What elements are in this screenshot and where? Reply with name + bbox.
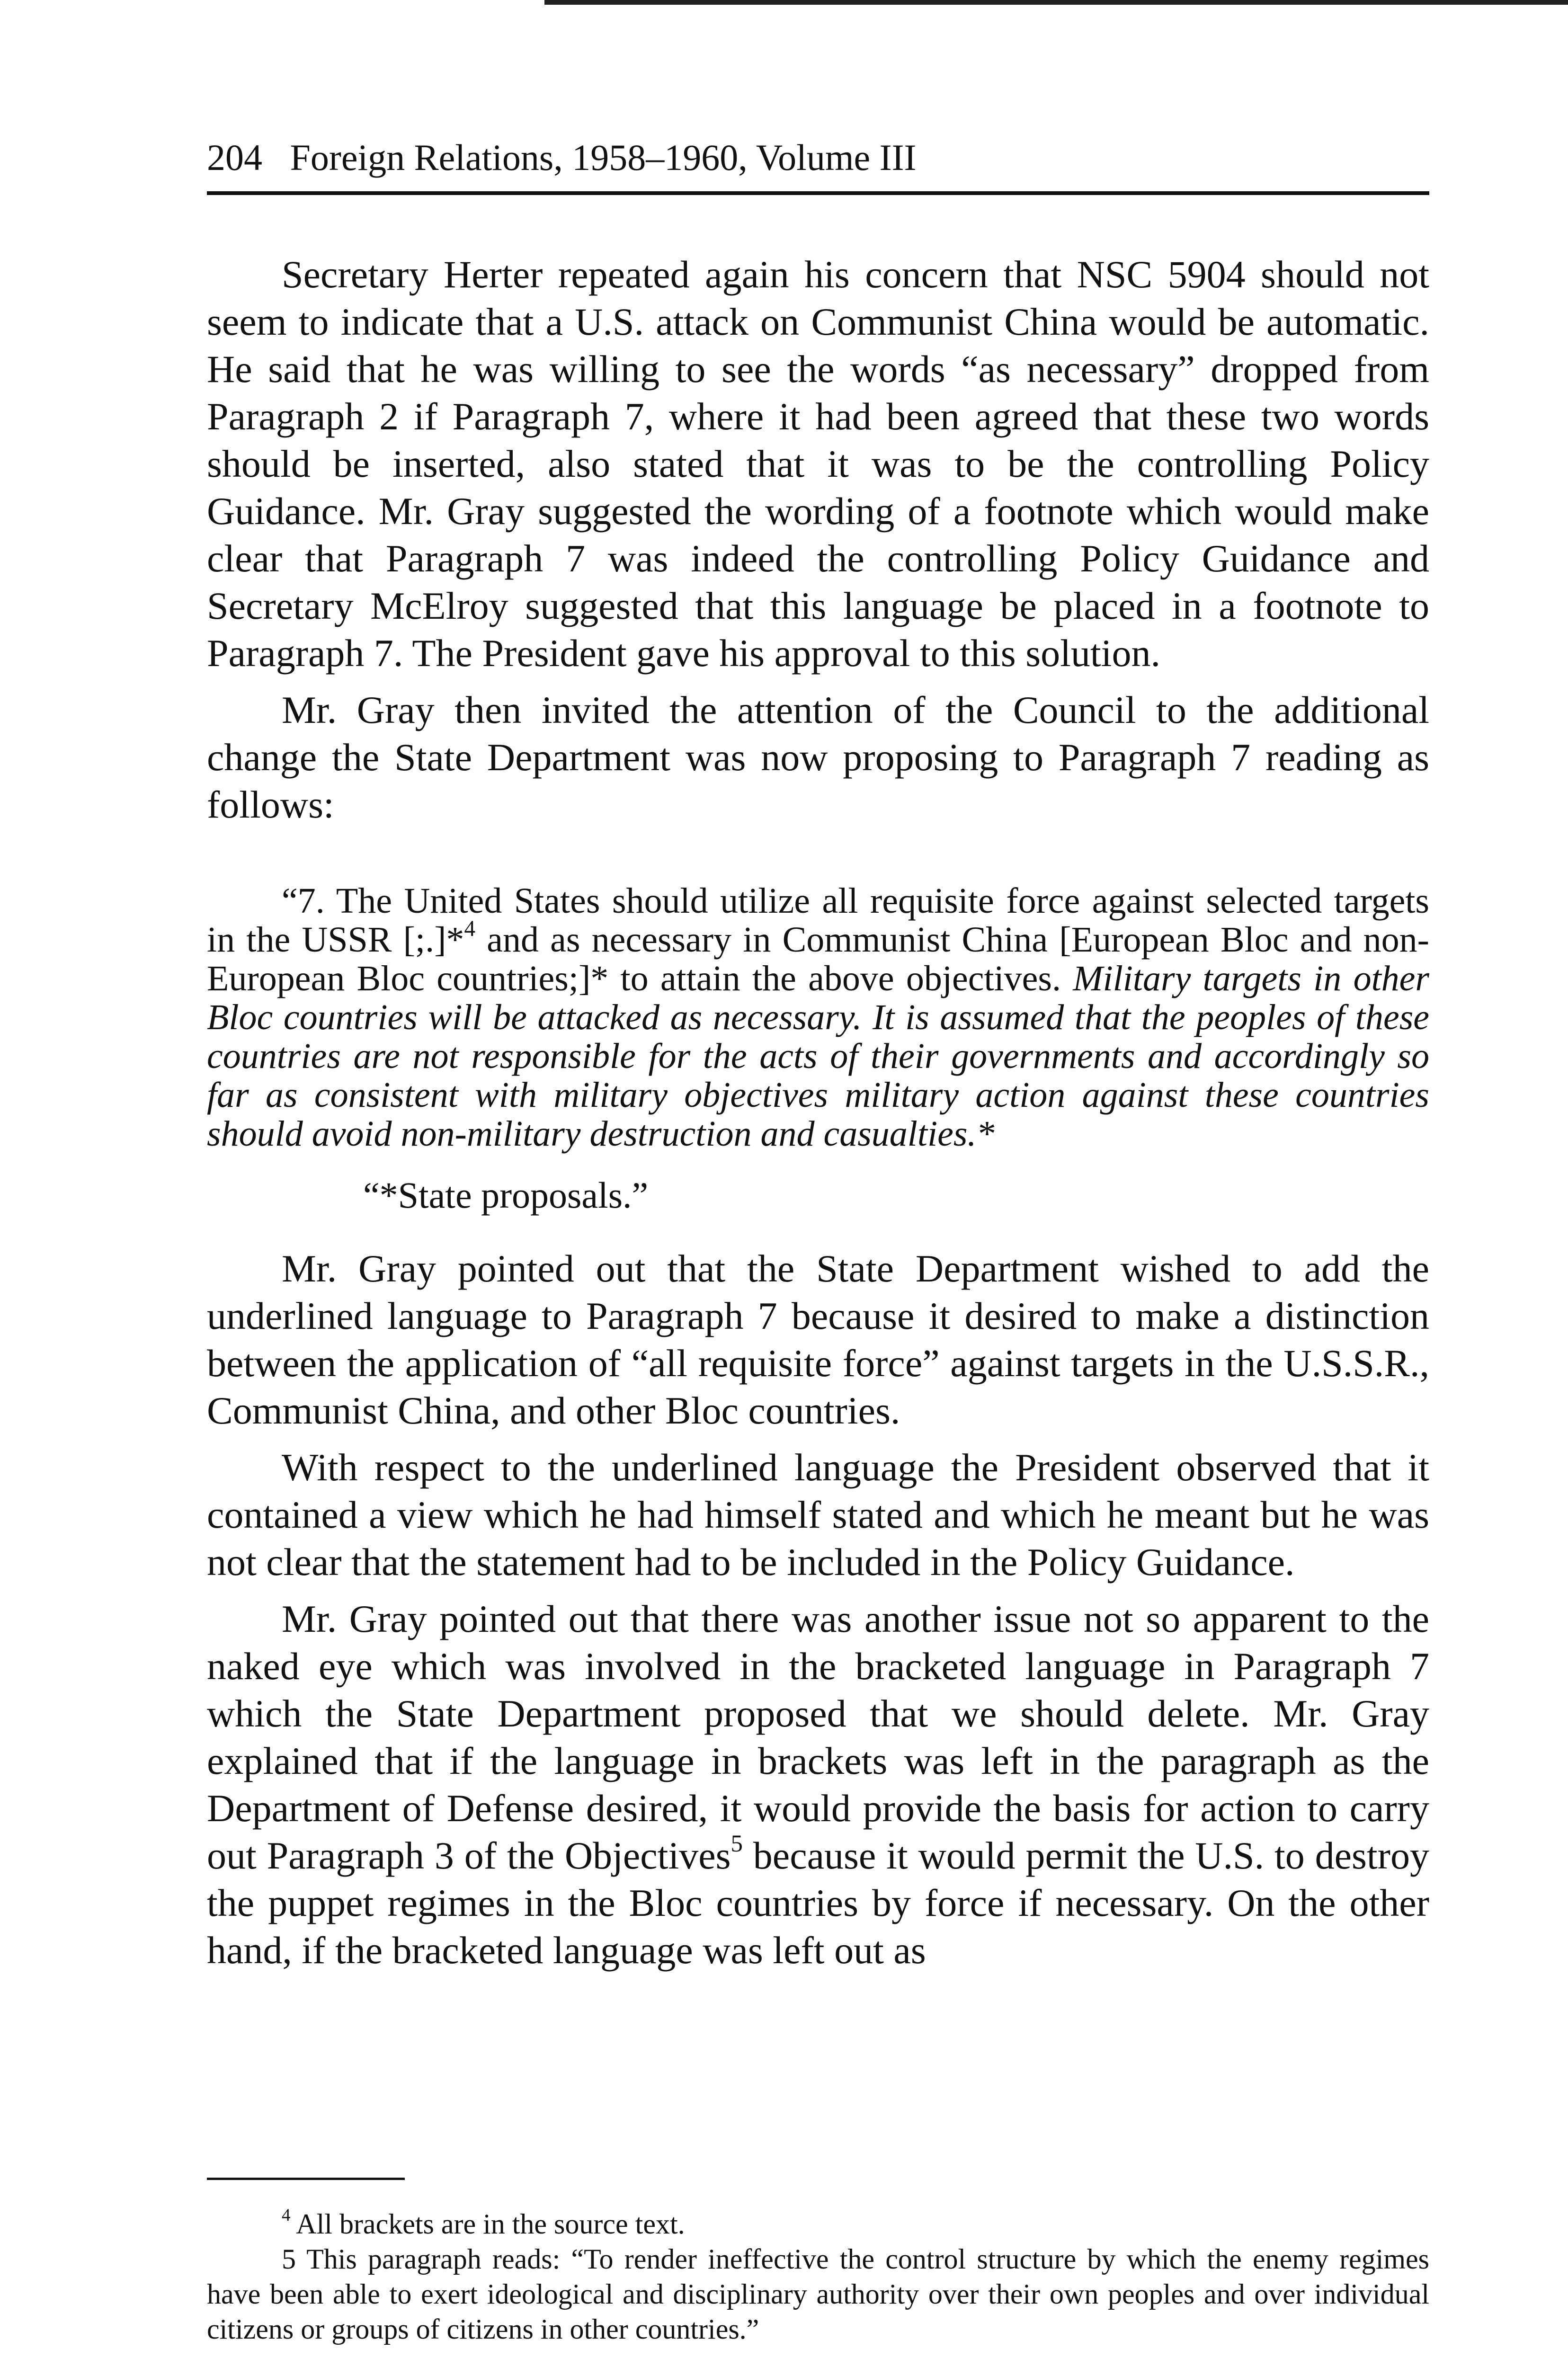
quoted-paragraph-7: [207, 881, 1429, 1153]
paragraph-president-view: With respect to the underlined language the President observed that it contained a view which he had himself stated and which he meant but he was not clear that the statement had to be included in the Policy Guidance.: [207, 1446, 1429, 1584]
footnote-4-number: 4: [282, 2206, 291, 2225]
header-rule: [207, 191, 1429, 195]
footnote-4: [207, 2207, 1429, 2242]
footnote-4-text: All brackets are in the source text.: [290, 2208, 685, 2240]
footnote-rule: [207, 2178, 405, 2180]
footnotes: [207, 2178, 1429, 2347]
paragraph-gray-issue: [207, 1595, 1429, 1974]
footnote-ref-4: 4: [464, 916, 475, 941]
quote-text-2: and as necessary in Communist China [European Bloc and non-European Bloc countries;]* to attain the above objectives.: [207, 920, 1429, 998]
running-title: Foreign Relations, 1958–1960, Volume III: [290, 137, 917, 178]
issue-text-2: because it would permit the U.S. to destroy the puppet regimes in the Bloc countries by force if necessary. On the other hand, if the bracketed language was left out as: [207, 1834, 1429, 1972]
footnote-5: [207, 2242, 1429, 2347]
page-top-edge: [544, 0, 1568, 5]
state-proposals-note: “*State proposals.”: [363, 1175, 649, 1216]
footnote-ref-5: 5: [731, 1830, 743, 1857]
footnote-5-text: This paragraph reads: “To render ineffective the control structure by which the enemy regimes have been able to exert ideological and disciplinary authority over their own peoples and over individual citizens or groups of citizens in other countries.”: [207, 2243, 1429, 2345]
running-header: [207, 136, 1429, 179]
footnote-5-number: 5: [282, 2243, 296, 2275]
paragraph-herter: Secretary Herter repeated again his concern that NSC 5904 should not seem to indicate that a U.S. attack on Communist China would be automatic. He said that he was willing to see the words “as necessary” dropped from Paragraph 2 if Paragraph 7, where it had been agreed that these two words should be inserted, also stated that it was to be the controlling Policy Guidance. Mr. Gray suggested the wording of a footnote which would make clear that Paragraph 7 was indeed the controlling Policy Guidance and Secretary McElroy suggested that this language be placed in a footnote to Paragraph 7. The President gave his approval to this solution.: [207, 253, 1429, 675]
paragraph-gray-distinction: Mr. Gray pointed out that the State Department wished to add the underlined language to Paragraph 7 because it desired to make a distinction between the application of “all requisite force” against targets in the U.S.S.R., Communist China, and other Bloc countries.: [207, 1247, 1429, 1432]
main-text: [207, 251, 1429, 1984]
quote-text-1: “7. The United States should utilize all requisite force against selected targets in the USSR [;.]*: [207, 881, 1429, 960]
paragraph-gray-invite: Mr. Gray then invited the attention of the Council to the additional change the State Department was now proposing to Paragraph 7 reading as follows:: [207, 688, 1429, 826]
issue-text-1: Mr. Gray pointed out that there was another issue not so apparent to the naked eye which was involved in the bracketed language in Paragraph 7 which the State Department proposed that we should delete. Mr. Gray explained that if the language in brackets was left in the paragraph as the Department of Defense desired, it would provide the basis for action to carry out Paragraph 3 of the Objectives: [207, 1597, 1429, 1877]
page-number: 204: [207, 137, 262, 178]
quote-italic-text: Military targets in other Bloc countries will be attacked as necessary. It is assumed that the peoples of these countries are not responsible for the acts of their governments and accordingly so far as consistent with military objectives military action against these countries should avoid non-military destruction and casualties.*: [207, 959, 1429, 1154]
